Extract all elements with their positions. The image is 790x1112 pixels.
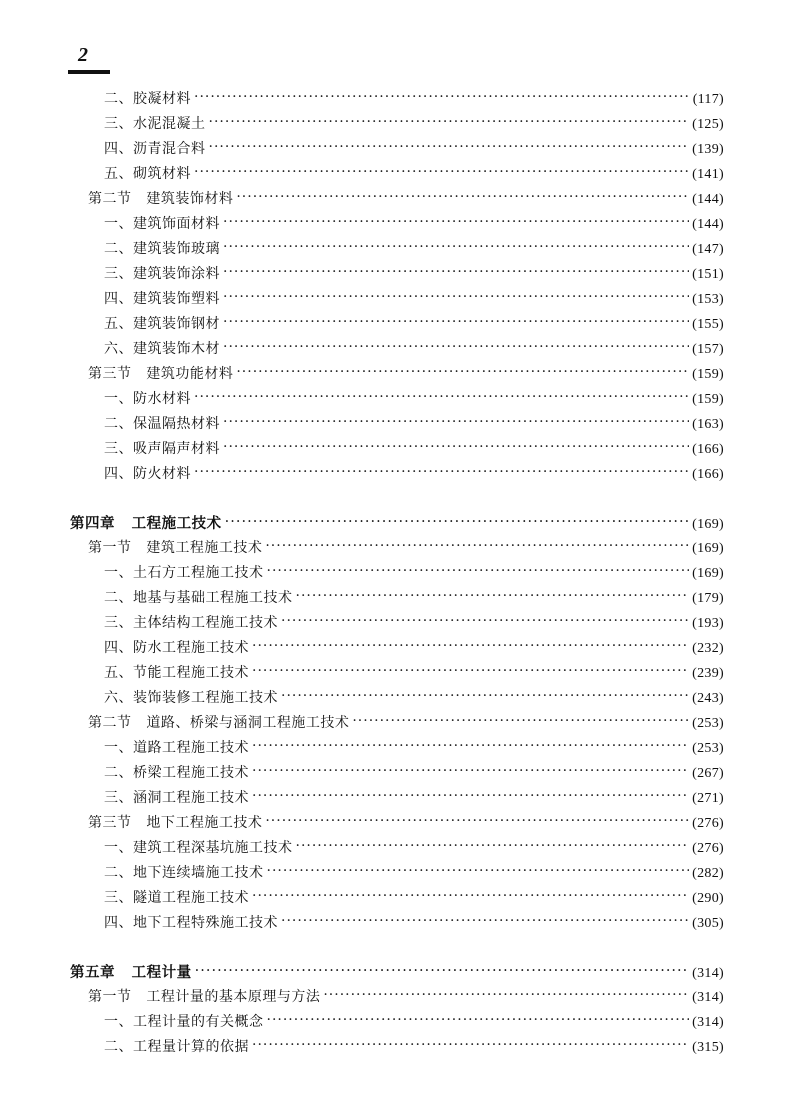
dot-leader	[252, 1037, 689, 1053]
toc-item-row	[0, 787, 790, 812]
toc-entry-title: 六、建筑装饰木材	[104, 341, 220, 357]
toc-item-row	[0, 1011, 790, 1036]
toc-entry-title: 第一节 建筑工程施工技术	[88, 540, 263, 556]
toc-section-row	[0, 986, 790, 1011]
toc-section-row	[0, 712, 790, 737]
dot-leader	[236, 189, 689, 205]
toc-item-row	[0, 288, 790, 313]
toc-entry-page: (169)	[692, 541, 724, 556]
toc-item-row	[0, 1036, 790, 1061]
toc-entry-title: 第三节 地下工程施工技术	[88, 815, 263, 831]
toc-entry-title: 二、保温隔热材料	[104, 416, 220, 432]
toc-entry-title: 一、道路工程施工技术	[104, 740, 249, 756]
toc-item-row	[0, 338, 790, 363]
toc-entry-page: (314)	[692, 1015, 724, 1030]
toc-entry-page: (141)	[692, 167, 724, 182]
toc-section-row	[0, 537, 790, 562]
toc-section-row	[0, 363, 790, 388]
toc-entry-title: 四、防水工程施工技术	[104, 640, 249, 656]
toc-entry-title: 二、建筑装饰玻璃	[104, 241, 220, 257]
toc-entry-page: (243)	[692, 691, 724, 706]
toc-entry-page: (125)	[692, 117, 724, 132]
toc-item-row	[0, 413, 790, 438]
toc-entry-title: 三、吸声隔声材料	[104, 441, 220, 457]
dot-leader	[296, 588, 690, 604]
toc-item-row	[0, 562, 790, 587]
toc-entry-page: (290)	[692, 891, 724, 906]
toc-entry-title: 四、防火材料	[104, 466, 191, 482]
dot-leader	[267, 1012, 690, 1028]
toc-entry-title: 五、砌筑材料	[104, 166, 191, 182]
dot-leader	[194, 389, 689, 405]
toc-entry-page: (253)	[692, 741, 724, 756]
toc-entry-page: (166)	[692, 442, 724, 457]
toc-entry-page: (239)	[692, 666, 724, 681]
toc-entry-title: 一、防水材料	[104, 391, 191, 407]
toc-entry-page: (153)	[692, 292, 724, 307]
toc-entry-page: (276)	[692, 816, 724, 831]
toc-entry-title: 一、建筑饰面材料	[104, 216, 220, 232]
toc-entry-title: 三、水泥混凝土	[104, 116, 206, 132]
toc-entry-title: 二、地基与基础工程施工技术	[104, 590, 293, 606]
toc-entry-page: (276)	[692, 841, 724, 856]
toc-entry-page: (159)	[692, 392, 724, 407]
toc-item-row	[0, 238, 790, 263]
toc-entry-title: 一、土石方工程施工技术	[104, 565, 264, 581]
toc-entry-title: 四、地下工程特殊施工技术	[104, 915, 278, 931]
toc-entry-page: (117)	[692, 92, 724, 107]
toc-entry-title: 二、胶凝材料	[104, 91, 191, 107]
page-number: 2	[78, 44, 88, 66]
toc-entry-title: 二、工程量计算的依据	[104, 1039, 249, 1055]
toc-entry-page: (147)	[692, 242, 724, 257]
toc-item-row	[0, 737, 790, 762]
toc-item-row	[0, 762, 790, 787]
toc-entry-page: (144)	[692, 217, 724, 232]
toc-item-row	[0, 388, 790, 413]
dot-leader	[252, 638, 689, 654]
toc-entry-title: 四、沥青混合料	[104, 141, 206, 157]
dot-leader	[323, 987, 689, 1003]
toc-entry-title: 第三节 建筑功能材料	[88, 366, 234, 382]
dot-leader	[281, 688, 689, 704]
dot-leader	[267, 863, 690, 879]
table-of-contents	[0, 88, 790, 1061]
toc-entry-title: 五、建筑装饰钢材	[104, 316, 220, 332]
dot-leader	[194, 89, 690, 105]
toc-entry-page: (179)	[692, 591, 724, 606]
toc-section-row	[0, 188, 790, 213]
toc-entry-page: (169)	[692, 517, 724, 532]
toc-section-row	[0, 812, 790, 837]
toc-entry-page: (144)	[692, 192, 724, 207]
dot-leader	[225, 513, 690, 530]
toc-item-row	[0, 687, 790, 712]
toc-item-row	[0, 887, 790, 912]
dot-leader	[223, 289, 689, 305]
toc-item-row	[0, 862, 790, 887]
toc-item-row	[0, 837, 790, 862]
toc-entry-page: (314)	[692, 990, 724, 1005]
dot-leader	[223, 239, 689, 255]
toc-entry-title: 一、工程计量的有关概念	[104, 1014, 264, 1030]
toc-item-row	[0, 463, 790, 488]
dot-leader	[252, 888, 689, 904]
toc-entry-title: 第四章 工程施工技术	[70, 515, 222, 532]
toc-item-row	[0, 113, 790, 138]
toc-entry-title: 二、桥梁工程施工技术	[104, 765, 249, 781]
toc-item-row	[0, 313, 790, 338]
dot-leader	[267, 563, 690, 579]
toc-entry-page: (193)	[692, 616, 724, 631]
toc-entry-title: 第一节 工程计量的基本原理与方法	[88, 989, 321, 1005]
dot-leader	[194, 464, 689, 480]
toc-item-row	[0, 88, 790, 113]
toc-entry-page: (151)	[692, 267, 724, 282]
toc-entry-page: (232)	[692, 641, 724, 656]
dot-leader	[352, 713, 689, 729]
toc-entry-title: 六、装饰装修工程施工技术	[104, 690, 278, 706]
toc-entry-page: (169)	[692, 566, 724, 581]
dot-leader	[223, 314, 689, 330]
dot-leader	[194, 164, 689, 180]
toc-item-row	[0, 213, 790, 238]
toc-entry-page: (166)	[692, 467, 724, 482]
dot-leader	[265, 538, 689, 554]
toc-entry-title: 三、主体结构工程施工技术	[104, 615, 278, 631]
toc-entry-page: (314)	[692, 966, 724, 981]
dot-leader	[223, 414, 689, 430]
toc-entry-title: 第二节 建筑装饰材料	[88, 191, 234, 207]
dot-leader	[195, 962, 690, 979]
toc-entry-title: 三、涵洞工程施工技术	[104, 790, 249, 806]
toc-item-row	[0, 612, 790, 637]
toc-entry-page: (253)	[692, 716, 724, 731]
toc-entry-title: 一、建筑工程深基坑施工技术	[104, 840, 293, 856]
toc-entry-title: 五、节能工程施工技术	[104, 665, 249, 681]
dot-leader	[281, 613, 689, 629]
toc-entry-title: 二、地下连续墙施工技术	[104, 865, 264, 881]
toc-entry-page: (157)	[692, 342, 724, 357]
dot-leader	[209, 139, 690, 155]
dot-leader	[265, 813, 689, 829]
toc-item-row	[0, 662, 790, 687]
dot-leader	[296, 838, 690, 854]
toc-item-row	[0, 163, 790, 188]
toc-entry-title: 三、建筑装饰涂料	[104, 266, 220, 282]
toc-entry-page: (315)	[692, 1040, 724, 1055]
toc-chapter-row	[0, 512, 790, 537]
toc-entry-title: 第二节 道路、桥梁与涵洞工程施工技术	[88, 715, 350, 731]
dot-leader	[236, 364, 689, 380]
dot-leader	[252, 788, 689, 804]
toc-chapter-row	[0, 961, 790, 986]
toc-item-row	[0, 637, 790, 662]
toc-entry-title: 第五章 工程计量	[70, 964, 192, 981]
toc-item-row	[0, 438, 790, 463]
dot-leader	[252, 663, 689, 679]
dot-leader	[223, 339, 689, 355]
toc-entry-page: (271)	[692, 791, 724, 806]
toc-item-row	[0, 263, 790, 288]
toc-entry-title: 三、隧道工程施工技术	[104, 890, 249, 906]
dot-leader	[281, 913, 689, 929]
toc-entry-page: (163)	[692, 417, 724, 432]
toc-entry-page: (267)	[692, 766, 724, 781]
toc-entry-page: (282)	[692, 866, 724, 881]
toc-entry-page: (159)	[692, 367, 724, 382]
dot-leader	[223, 264, 689, 280]
toc-entry-title: 四、建筑装饰塑料	[104, 291, 220, 307]
toc-item-row	[0, 912, 790, 937]
toc-item-row	[0, 138, 790, 163]
page-number-rule	[68, 70, 110, 74]
toc-entry-page: (305)	[692, 916, 724, 931]
dot-leader	[223, 214, 689, 230]
dot-leader	[252, 763, 689, 779]
dot-leader	[223, 439, 689, 455]
toc-entry-page: (155)	[692, 317, 724, 332]
toc-item-row	[0, 587, 790, 612]
dot-leader	[252, 738, 689, 754]
dot-leader	[209, 114, 690, 130]
toc-entry-page: (139)	[692, 142, 724, 157]
